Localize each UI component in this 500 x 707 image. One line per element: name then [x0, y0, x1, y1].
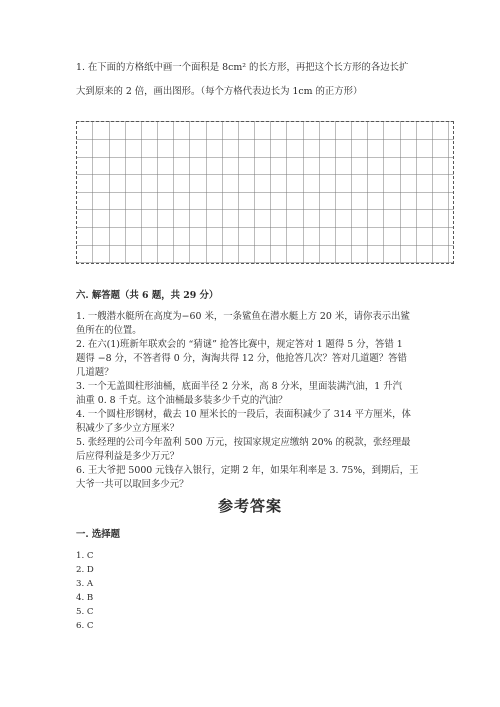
- s6-line: 2. 在六(1)班新年联欢会的 “猜谜” 抢答比赛中，规定答对 1 题得 5 分，答错 1: [76, 339, 403, 350]
- s6-line: 积减少了多少立方厘米？: [76, 423, 180, 434]
- s6-line: 3. 一个无盖圆柱形油桶，底面半径 2 分米，高 8 分米，里面装满汽油，1 升汽: [76, 381, 402, 392]
- answer-key-title: 参考答案: [217, 497, 282, 515]
- answer-item: 1. C: [76, 551, 94, 561]
- answer-item: 2. D: [76, 565, 94, 575]
- answers-section-heading: 一. 选择题: [76, 529, 121, 540]
- answer-item: 3. A: [76, 579, 94, 589]
- graph-paper-grid: [76, 121, 454, 264]
- s6-line: 4. 一个圆柱形钢材，截去 10 厘米长的一段后，表面积减少了 314 平方厘米，体: [76, 409, 411, 420]
- s6-line: 题得 −8 分，不答者得 0 分，淘淘共得 12 分，他抢答几次？答对几道题？答错: [76, 353, 407, 364]
- s6-line: 5. 张经理的公司今年盈利 500 万元，按国家规定应缴纳 20% 的税款，张经理最: [76, 437, 411, 448]
- s6-line: 6. 王大爷把 5000 元钱存入银行，定期 2 年，如果年利率是 3. 75%，到期后，王: [76, 465, 419, 476]
- section-6-heading: 六. 解答题（共 6 题，共 29 分）: [76, 290, 219, 301]
- answer-item: 5. C: [76, 607, 94, 617]
- s6-line: 鱼所在的位置。: [76, 325, 142, 336]
- s6-line: 1. 一艘潜水艇所在高度为−60 米，一条鲨鱼在潜水艇上方 20 米，请你表示出鲨: [76, 311, 410, 322]
- s6-line: 油重 0. 8 千克。这个油桶最多装多少千克的汽油？: [76, 395, 288, 406]
- answer-item: 4. B: [76, 593, 94, 603]
- s6-line: 大爷一共可以取回多少元？: [76, 479, 189, 490]
- answer-item: 6. C: [76, 621, 94, 631]
- question-1-line-1: 1. 在下面的方格纸中画一个面积是 8cm² 的长方形，再把这个长方形的各边长扩: [76, 62, 409, 73]
- s6-line: 后应得利益是多少万元？: [76, 451, 180, 462]
- question-1-line-2: 大到原来的 2 倍，画出图形。（每个方格代表边长为 1cm 的正方形）: [76, 86, 363, 97]
- s6-line: 几道题？: [76, 367, 114, 378]
